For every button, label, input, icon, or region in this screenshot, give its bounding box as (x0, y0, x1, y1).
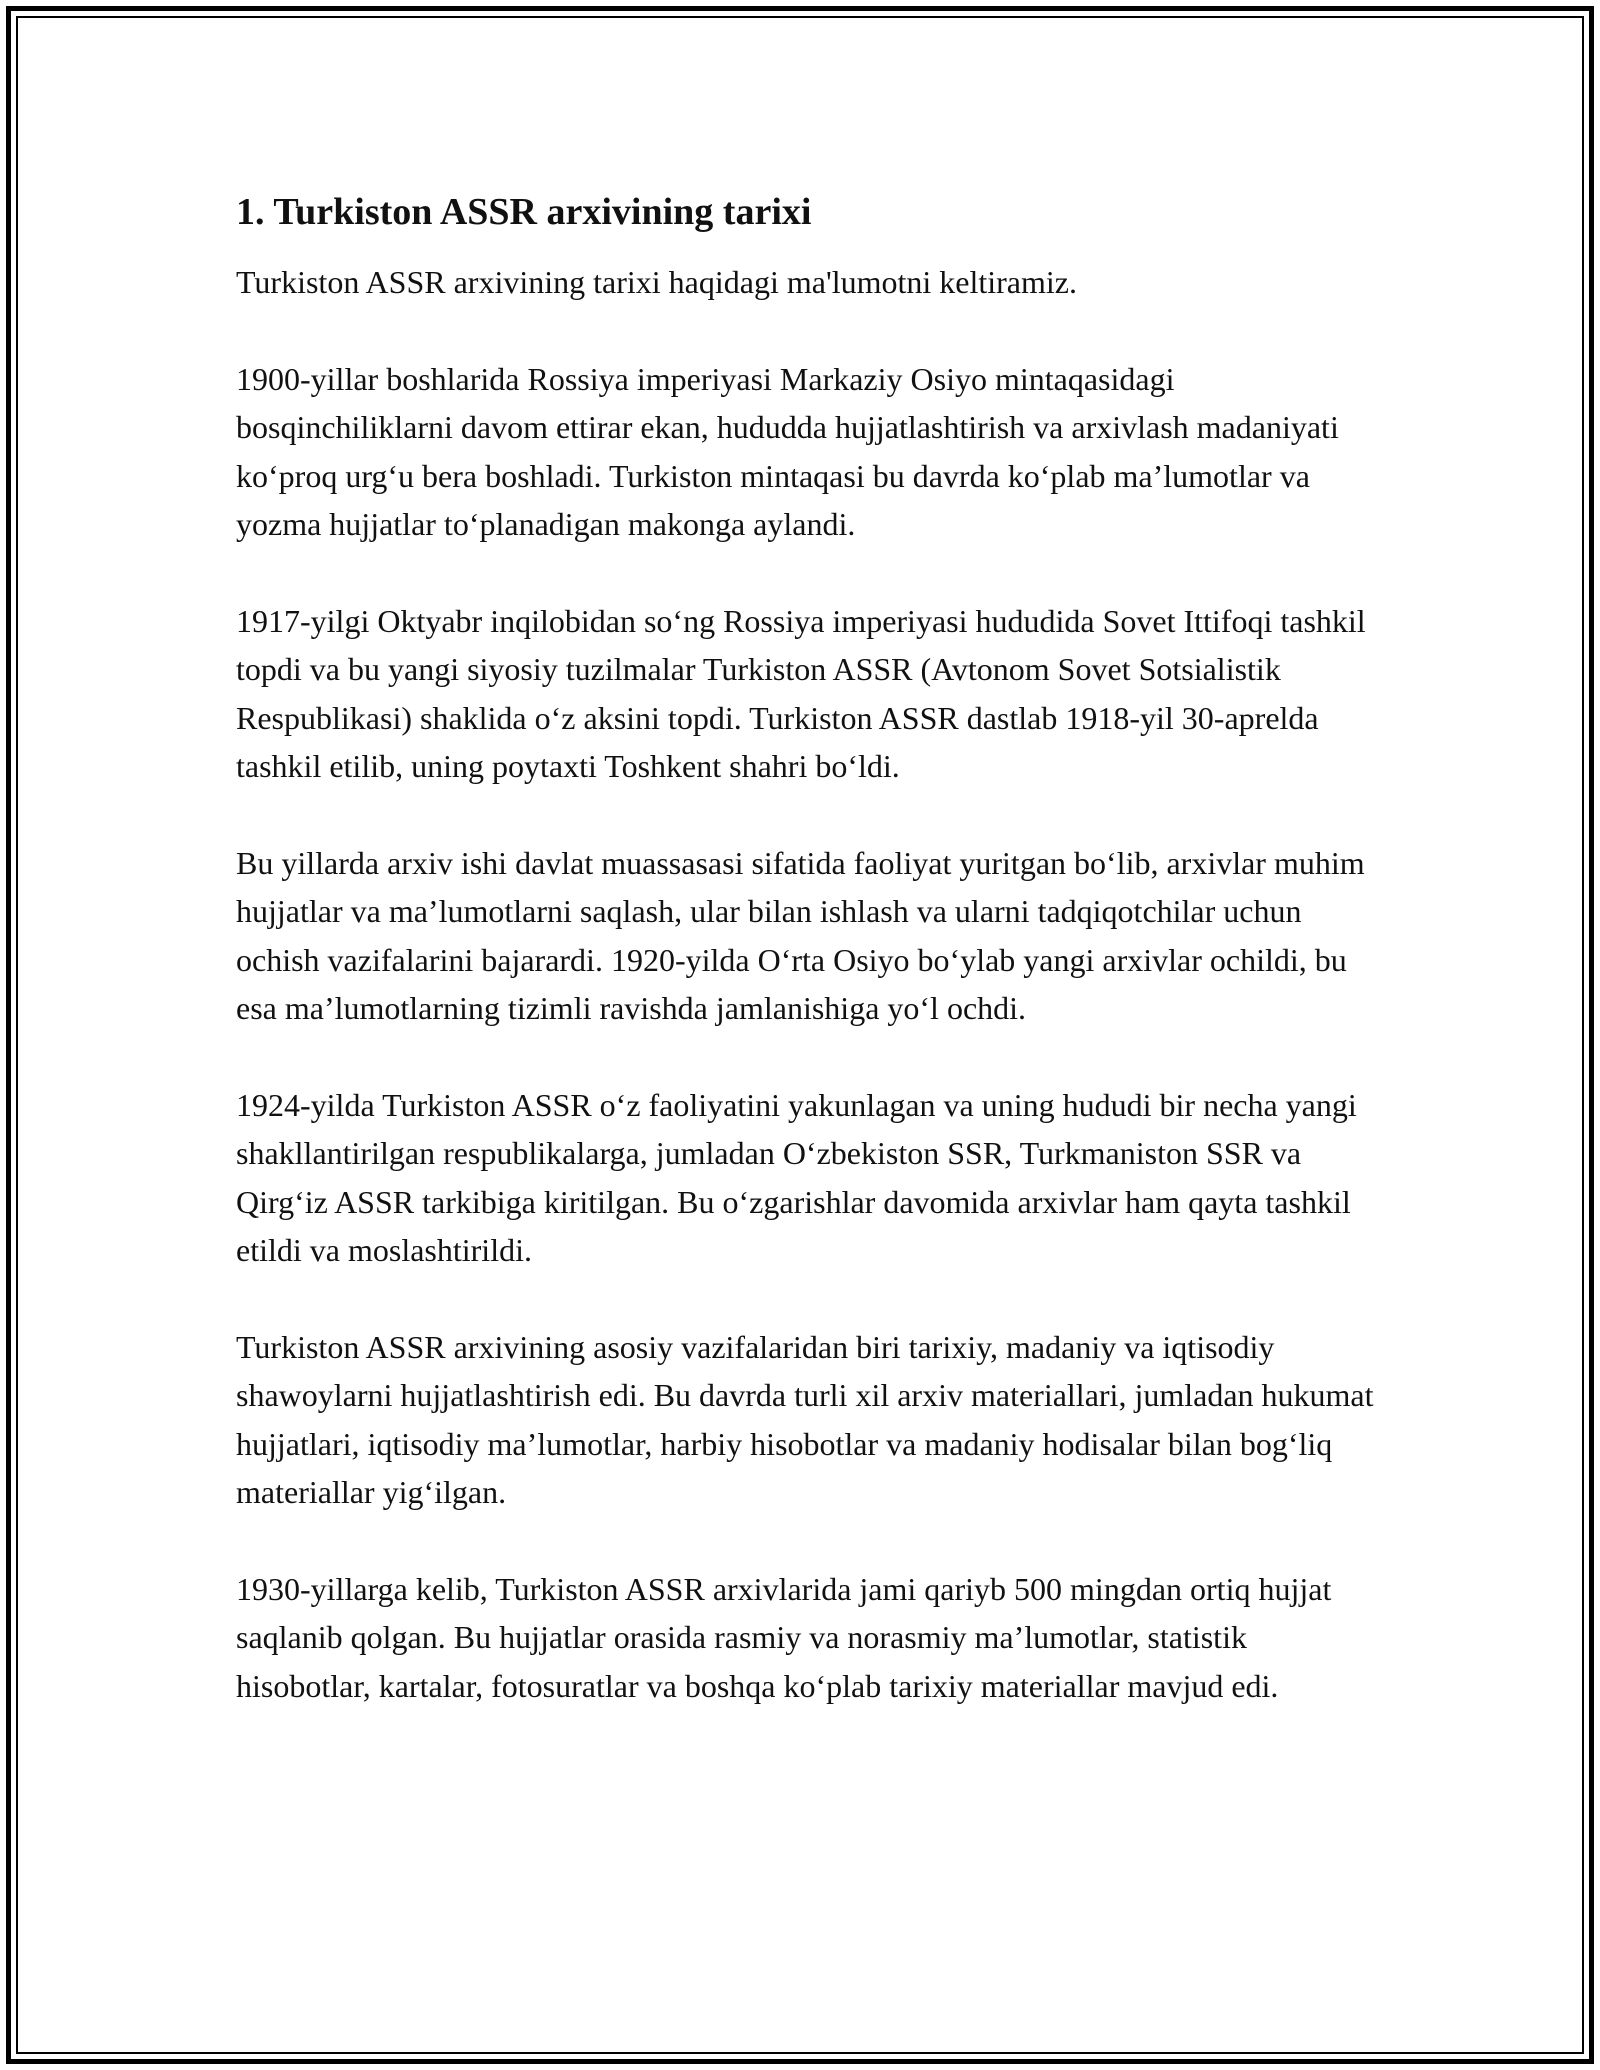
paragraph-1917: 1917-yilgi Oktyabr inqilobidan so‘ng Rossiya imperiyasi hududida Sovet Ittifoqi tashkil topdi va bu yangi siyosiy tuzilmalar Turkiston ASSR (Avtonom Sovet Sotsialistik Respublikasi) shaklida o‘z aksini topdi. Turkiston ASSR dastlab 1918-yil 30-aprelda tashkil etilib, uning poytaxti Toshkent shahri bo‘ldi. (236, 602, 1366, 784)
paragraph-main-tasks: Turkiston ASSR arxivining asosiy vazifalaridan biri tarixiy, madaniy va iqtisodiy shawoylarni hujjatlashtirish edi. Bu davrda turli xil arxiv materiallari, jumladan hukumat hujjatlari, iqtisodiy ma’lumotlar, harbiy hisobotlar va madaniy hodisalar bilan bog‘liq materiallar yig‘ilgan. (236, 1328, 1374, 1510)
paragraph-1924: 1924-yilda Turkiston ASSR o‘z faoliyatini yakunlagan va uning hududi bir necha yangi shakllantirilgan respublikalarga, jumladan O‘zbekiston SSR, Turkmaniston SSR va Qirg‘iz ASSR tarkibiga kiritilgan. Bu o‘zgarishlar davomida arxivlar ham qayta tashkil etildi va moslashtirildi. (236, 1086, 1357, 1268)
paragraph-1930s: 1930-yillarga kelib, Turkiston ASSR arxivlarida jami qariyb 500 mingdan ortiq hujjat saqlanib qolgan. Bu hujjatlar orasida rasmiy va norasmiy ma’lumotlar, statistik hisobotlar, kartalar, fotosuratlar va boshqa ko‘plab tarixiy materiallar mavjud edi. (236, 1570, 1332, 1704)
paragraph-intro: Turkiston ASSR arxivining tarixi haqidagi ma'lumotni keltiramiz. (236, 264, 1077, 300)
section-heading: 1. Turkiston ASSR arxivining tarixi (236, 191, 812, 233)
paragraph-1900s: 1900-yillar boshlarida Rossiya imperiyasi Markaziy Osiyo mintaqasidagi bosqinchiliklarni davom ettirar ekan, hududda hujjatlashtirish va arxivlash madaniyati ko‘proq urg‘u bera boshladi. Turkiston mintaqasi bu davrda ko‘plab ma’lumotlar va yozma hujjatlar to‘planadigan makonga aylandi. (236, 360, 1339, 542)
paragraph-archive-work: Bu yillarda arxiv ishi davlat muassasasi sifatida faoliyat yuritgan bo‘lib, arxivlar muhim hujjatlar va ma’lumotlarni saqlash, ular bilan ishlash va ularni tadqiqotchilar uchun ochish vazifalarini bajarardi. 1920-yilda O‘rta Osiyo bo‘ylab yangi arxivlar ochildi, bu esa ma’lumotlarning tizimli ravishda jamlanishiga yo‘l ochdi. (236, 844, 1365, 1026)
document-body (236, 186, 1376, 1758)
